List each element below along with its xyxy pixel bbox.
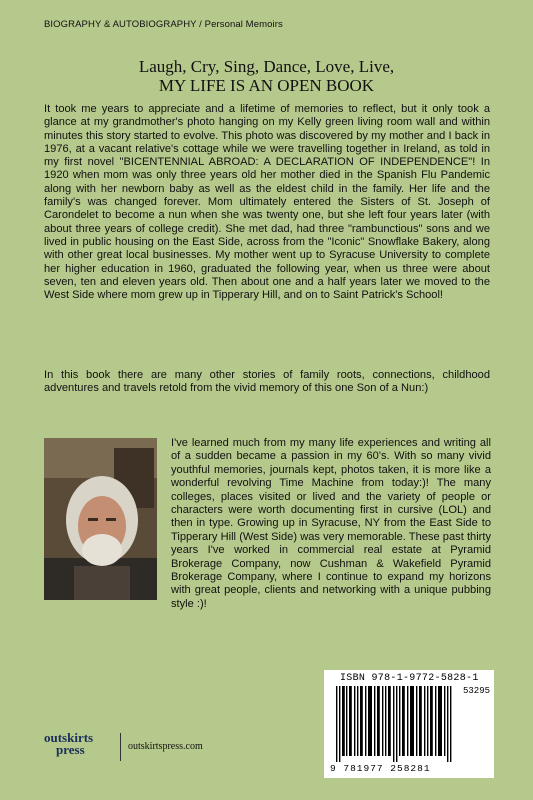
ean-digits: 9 781977 258281	[330, 763, 431, 774]
back-cover-headline	[0, 57, 533, 95]
isbn-number: ISBN 978-1-9772-5828-1	[340, 673, 479, 684]
headline-line-1: Laugh, Cry, Sing, Dance, Love, Live,	[138, 57, 395, 76]
outskirts-press-logo	[44, 732, 93, 756]
isbn-barcode	[324, 670, 494, 778]
synopsis-paragraph-1: It took me years to appreciate and a lifetime of memories to reflect, but it only took a glance at my grandmother's photo hanging on my Kelly green living room wall and within minutes this story started to evolve. This photo was discovered by my mother and I back in 1976, at a vacant relative's cottage while we were travelling together in Ireland, as told in my first novel "BICENTENNIAL ABROAD: A DECLARATION OF INDEPENDENCE"! In 1920 when mom was only three years old her mother died in the Spanish Flu Pandemic along with her newborn baby as well as the eldest child in the family. Her life and the family's was changed forever. Mom ultimately entered the Sisters of St. Joseph of Carondelet to become a nun when she was twenty one, but she left four years later (with about three years of college credit). She met dad, had three "rambunctious" sons and we lived in public housing on the East Side, across from the "Iconic" Snowflake Bakery, along with other great local businesses. My mother went up to Syracuse University to complete her higher education in 1960, graduated the following year, when us three were about seven, ten and eleven years old. Then about one and a half years later we moved to the West Side where mom grew up in Tipperary Hill, and on to Saint Patrick's School!	[44, 103, 490, 302]
logo-divider	[120, 733, 121, 761]
headline-line-2: MY LIFE IS AN OPEN BOOK	[158, 76, 375, 95]
genre-category: BIOGRAPHY & AUTOBIOGRAPHY / Personal Memoirs	[44, 19, 283, 30]
logo-word-press: press	[56, 742, 85, 757]
logo-word-outskirts: outskirts	[44, 730, 94, 745]
author-photo	[44, 438, 157, 600]
price-code: 53295	[463, 686, 491, 696]
publisher-website: outskirtspress.com	[128, 741, 203, 752]
author-bio: I've learned much from my many life experiences and writing all of a sudden became a passion in my 60's. With so many vivid youthful memories, journals kept, photos taken, it is more like a wonderful revolving Time Machine from today:)! The many colleges, places visited or lived and the variety of people or characters were worth documenting first in cursive (LOL) and then in type. Growing up in Syracuse, NY from the East Side to Tipperary Hill (West Side) was very memorable. These past thirty years I've worked in commercial real estate at Pyramid Brokerage Company, now Cushman & Wakefield Pyramid Brokerage Company, where I continue to expand my horizons with great people, clients and networking with a unique pubbing style :)!	[171, 437, 491, 610]
barcode-bars	[336, 686, 460, 762]
synopsis-paragraph-2: In this book there are many other stories of family roots, connections, childhood adventures and travels retold from the vivid memory of this one Son of a Nun:)	[44, 369, 490, 395]
